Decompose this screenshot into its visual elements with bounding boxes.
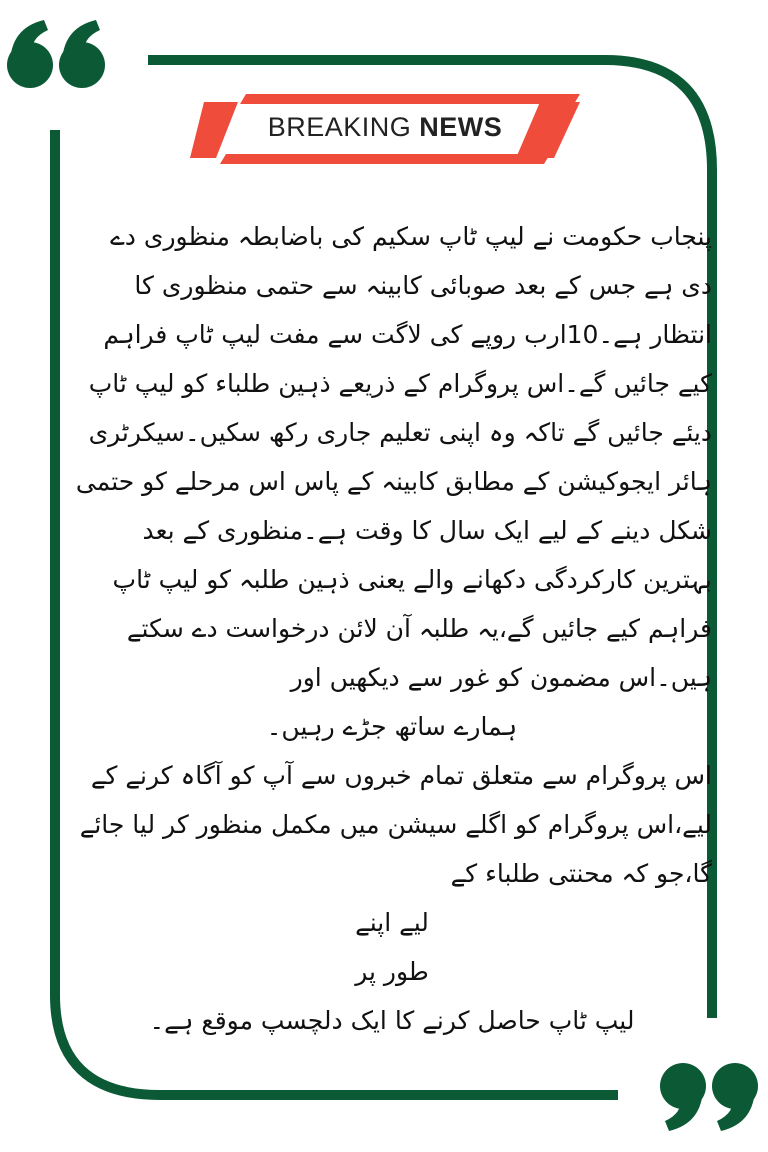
article-line-c: لیپ ٹاپ حاصل کرنے کا ایک دلچسپ موقع ہے۔ <box>149 1006 635 1035</box>
article-paragraph-2: اس پروگرام سے متعلق تمام خبروں سے آپ کو آگاہ کرنے کے لیے،اس پروگرام کو اگلے سیشن میں مکمل منظور کر لیا جائے گا،جو کہ محنتی طلباء کے <box>79 761 712 888</box>
article-paragraph-1-end: ہمارے ساتھ جڑے رہیں۔ <box>266 712 518 741</box>
news-word: NEWS <box>419 112 503 142</box>
breaking-news-banner <box>190 92 580 164</box>
quote-open-icon <box>7 20 105 88</box>
breaking-word: BREAKING <box>267 112 412 142</box>
article-line-b: طور پر <box>355 957 429 986</box>
article-line-a: لیے اپنے <box>355 908 429 937</box>
article-paragraph-1: پنجاب حکومت نے لیپ ٹاپ سکیم کی باضابطہ منظوری دے دی ہے جس کے بعد صوبائی کابینہ سے حتمی منظوری کا انتظار ہے۔10ارب روپے کی لاگت سے مفت لیپ ٹاپ فراہم کیے جائیں گے۔اس پروگرام کے ذریعے ذہین طلباء کو لیپ ٹاپ دیئے جائیں گے تاکہ وہ اپنی تعلیم جاری رکھ سکیں۔سیکرٹری ہائر ایجوکیشن کے مطابق کابینہ کے پاس اس مرحلے کو حتمی شکل دینے کے لیے ایک سال کا وقت ہے۔منظوری کے بعد بہترین کارکردگی دکھانے والے یعنی ذہین طلبہ کو لیپ ٹاپ فراہم کیے جائیں گے،یہ طلبہ آن لائن درخواست دے سکتے ہیں۔اس مضمون کو غور سے دیکھیں اور <box>75 222 712 692</box>
article-body <box>72 212 712 1045</box>
banner-title <box>190 112 580 143</box>
quote-close-icon <box>660 1063 758 1131</box>
